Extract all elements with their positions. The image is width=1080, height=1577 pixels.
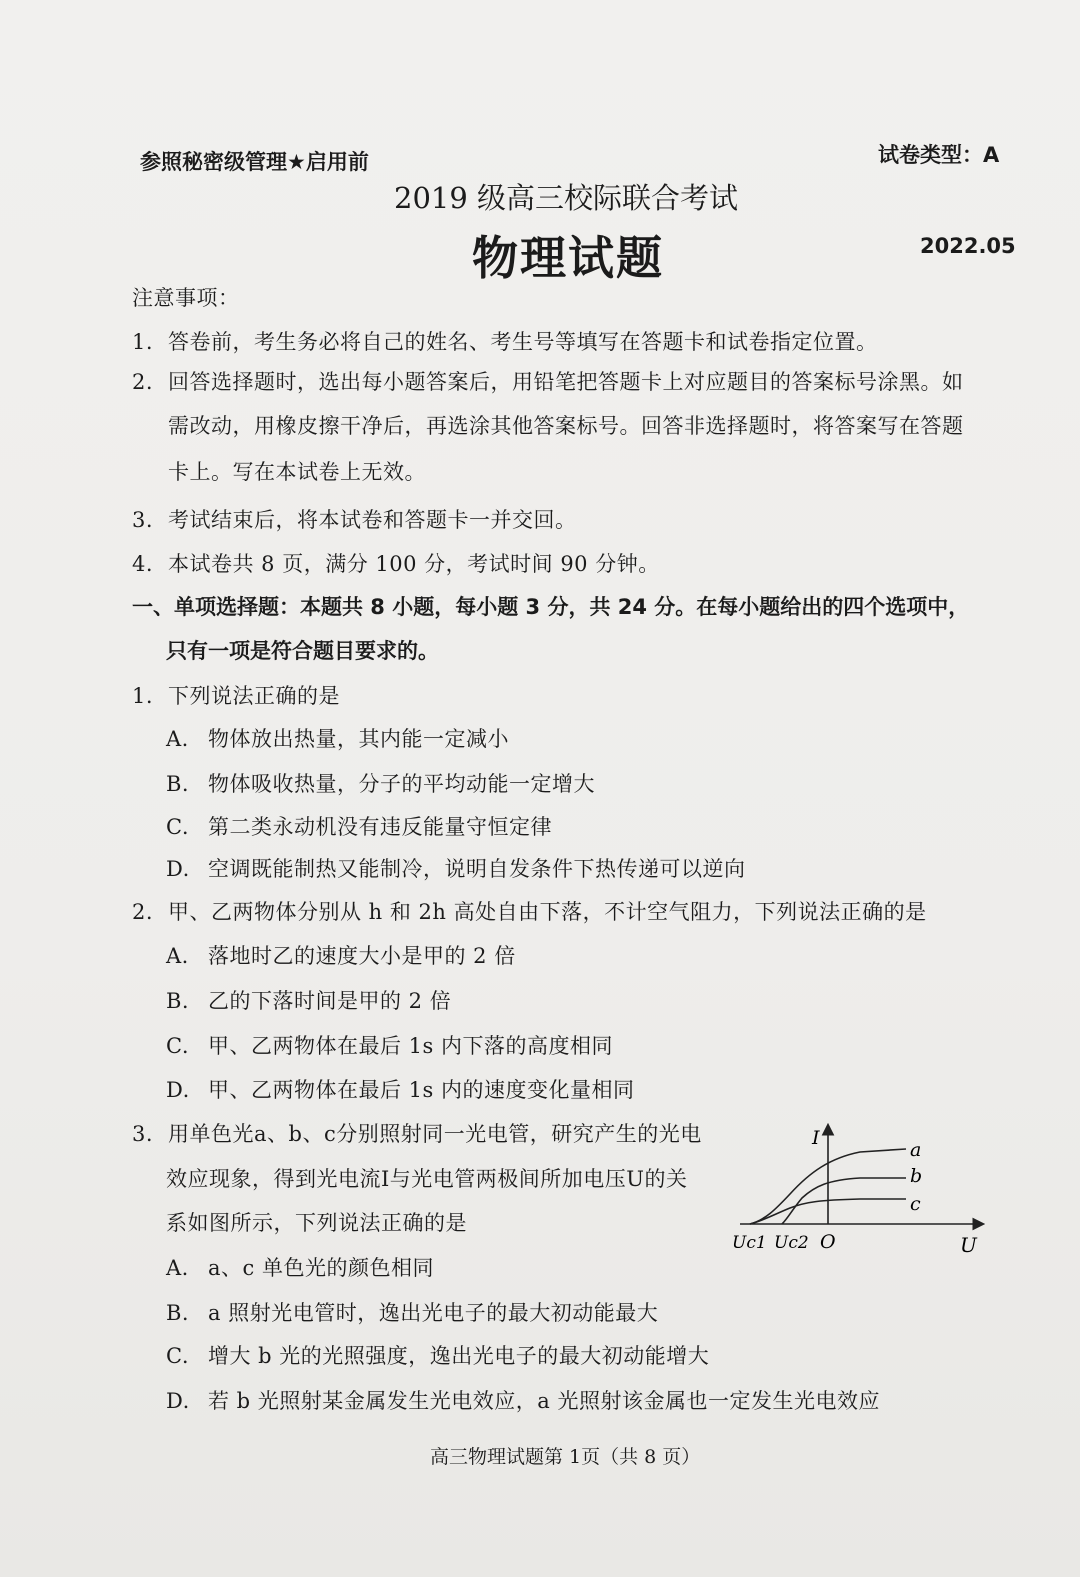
question-3-option-d: D. 若 b 光照射某金属发生光电效应，a 光照射该金属也一定发生光电效应 [166, 1389, 880, 1413]
question-1-option-b: B. 物体吸收热量，分子的平均动能一定增大 [166, 772, 595, 796]
origin-label: O [820, 1231, 836, 1253]
note-item-3: 3. 考试结束后，将本试卷和答题卡一并交回。 [132, 508, 577, 532]
curve-b-label: b [910, 1165, 923, 1187]
question-1-option-c: C. 第二类永动机没有违反能量守恒定律 [166, 815, 552, 839]
question-3-option-c: C. 增大 b 光的光照强度，逸出光电子的最大初动能增大 [166, 1344, 710, 1368]
note-item-2-line2: 需改动，用橡皮擦干净后，再选涂其他答案标号。回答非选择题时，将答案写在答题 [168, 414, 964, 438]
question-3-option-b: B. a 照射光电管时，逸出光电子的最大初动能最大 [166, 1301, 659, 1325]
question-3-stem: 3. 用单色光a、b、c分别照射同一光电管，研究产生的光电 [132, 1122, 702, 1146]
question-2-option-d: D. 甲、乙两物体在最后 1s 内的速度变化量相同 [166, 1078, 635, 1102]
question-2-option-c: C. 甲、乙两物体在最后 1s 内下落的高度相同 [166, 1034, 613, 1058]
note-item-4: 4. 本试卷共 8 页，满分 100 分，考试时间 90 分钟。 [132, 552, 660, 576]
secrecy-label: 参照秘密级管理★启用前 [140, 150, 369, 174]
uc1-label: Uc1 [732, 1233, 767, 1253]
question-2-stem: 2. 甲、乙两物体分别从 h 和 2h 高处自由下落，不计空气阻力，下列说法正确的是 [132, 900, 927, 924]
question-1-option-d: D. 空调既能制热又能制冷，说明自发条件下热传递可以逆向 [166, 857, 746, 881]
question-2-option-b: B. 乙的下落时间是甲的 2 倍 [166, 989, 452, 1013]
notes-heading: 注意事项： [132, 286, 240, 310]
subject-title: 物理试题 [472, 231, 664, 285]
question-3-option-a: A. a、c 单色光的颜色相同 [166, 1256, 434, 1280]
paper-type-label: 试卷类型：A [878, 143, 1000, 167]
curve-a-label: a [910, 1139, 922, 1161]
question-2-option-a: A. 落地时乙的速度大小是甲的 2 倍 [166, 944, 516, 968]
curve-c-label: c [910, 1193, 921, 1215]
note-item-2-line3: 卡上。写在本试卷上无效。 [168, 460, 426, 484]
u-axis-label: U [960, 1233, 977, 1257]
i-axis-label: I [812, 1127, 820, 1149]
photoelectric-iu-graph [720, 1118, 990, 1268]
question-1-stem: 1. 下列说法正确的是 [132, 684, 340, 708]
note-item-1: 1. 答卷前，考生务必将自己的姓名、考生号等填写在答题卡和试卷指定位置。 [132, 330, 878, 354]
question-3-stem-line3: 系如图所示，下列说法正确的是 [166, 1211, 467, 1235]
uc2-label: Uc2 [774, 1233, 809, 1253]
question-1-option-a: A. 物体放出热量，其内能一定减小 [166, 727, 509, 751]
exam-name: 2019 级高三校际联合考试 [394, 181, 739, 215]
section-heading-line1: 一、单项选择题：本题共 8 小题，每小题 3 分，共 24 分。在每小题给出的四个选项中， [132, 595, 970, 619]
section-heading-line2: 只有一项是符合题目要求的。 [166, 639, 439, 663]
exam-date: 2022.05 [920, 234, 1016, 258]
question-3-stem-line2: 效应现象，得到光电流I与光电管两极间所加电压U的关 [166, 1167, 688, 1191]
curve-b [782, 1178, 906, 1224]
note-item-2: 2. 回答选择题时，选出每小题答案后，用铅笔把答题卡上对应题目的答案标号涂黑。如 [132, 370, 964, 394]
page-footer: 高三物理试题第 1页（共 8 页） [430, 1446, 701, 1468]
